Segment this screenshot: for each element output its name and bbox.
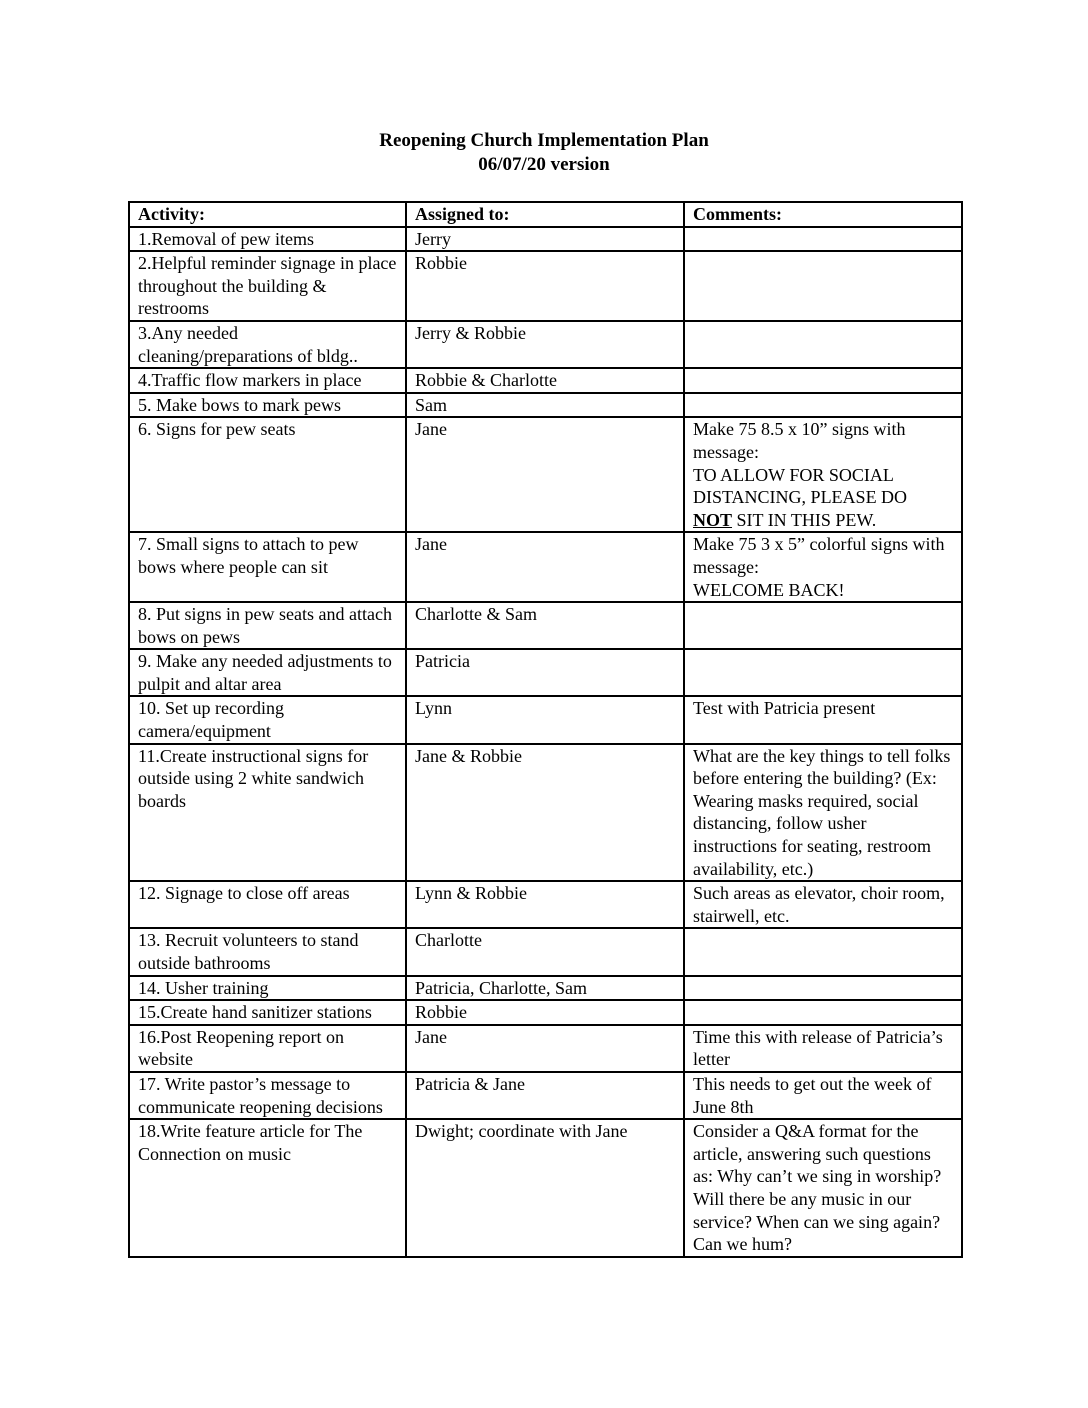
comments-cell <box>684 649 962 696</box>
assigned-cell: Charlotte & Sam <box>406 602 684 649</box>
activity-cell: 3.Any needed cleaning/preparations of bldg.. <box>129 321 406 368</box>
comments-cell <box>684 928 962 975</box>
assigned-cell: Patricia, Charlotte, Sam <box>406 976 684 1001</box>
assigned-cell: Robbie <box>406 1000 684 1025</box>
table-row <box>129 1119 962 1257</box>
comment-text: Make 75 3 x 5” colorful signs with message: <box>693 534 945 577</box>
document-title: Reopening Church Implementation Plan <box>379 130 709 151</box>
implementation-plan-table <box>128 201 963 1258</box>
activity-cell: 8. Put signs in pew seats and attach bows on pews <box>129 602 406 649</box>
sign-message: TO ALLOW FOR SOCIAL DISTANCING, PLEASE DO <box>693 464 908 508</box>
assigned-cell: Patricia <box>406 649 684 696</box>
activity-cell: 4.Traffic flow markers in place <box>129 368 406 393</box>
activity-cell: 14. Usher training <box>129 976 406 1001</box>
comments-cell: Such areas as elevator, choir room, stairwell, etc. <box>684 881 962 928</box>
comments-cell <box>684 417 962 532</box>
comments-cell: This needs to get out the week of June 8th <box>684 1072 962 1119</box>
table-header-row <box>129 202 962 227</box>
assigned-cell: Jane <box>406 532 684 602</box>
activity-cell: 9. Make any needed adjustments to pulpit and altar area <box>129 649 406 696</box>
assigned-cell: Patricia & Jane <box>406 1072 684 1119</box>
emphasis-text: NOT <box>693 509 733 530</box>
sign-message: WELCOME BACK! <box>693 579 845 600</box>
header-assigned-to: Assigned to: <box>406 202 684 227</box>
table-row <box>129 602 962 649</box>
sign-message-end: SIT IN THIS PEW. <box>732 509 877 530</box>
assigned-cell: Sam <box>406 393 684 418</box>
assigned-cell: Jerry <box>406 227 684 252</box>
activity-cell: 16.Post Reopening report on website <box>129 1025 406 1072</box>
comments-cell <box>684 368 962 393</box>
table-row <box>129 1025 962 1072</box>
activity-cell: 1.Removal of pew items <box>129 227 406 252</box>
table-row <box>129 417 962 532</box>
table-row <box>129 532 962 602</box>
activity-cell: 15.Create hand sanitizer stations <box>129 1000 406 1025</box>
activity-cell: 18.Write feature article for The Connection on music <box>129 1119 406 1257</box>
document-header <box>0 129 1088 177</box>
comments-cell <box>684 393 962 418</box>
table-row <box>129 928 962 975</box>
table-row <box>129 368 962 393</box>
document-version: 06/07/20 version <box>478 154 610 175</box>
comments-cell: Consider a Q&A format for the article, answering such questions as: Why can’t we sing in worship? Will there be any music in our service? When can we sing again? Can we hum? <box>684 1119 962 1257</box>
assigned-cell: Jane & Robbie <box>406 744 684 882</box>
table-row <box>129 227 962 252</box>
sign-message-cont <box>693 509 953 532</box>
header-activity: Activity: <box>129 202 406 227</box>
comments-cell <box>684 976 962 1001</box>
comments-cell: Test with Patricia present <box>684 696 962 743</box>
assigned-cell: Robbie & Charlotte <box>406 368 684 393</box>
comments-cell <box>684 321 962 368</box>
table-row <box>129 393 962 418</box>
table-row <box>129 251 962 321</box>
assigned-cell: Jerry & Robbie <box>406 321 684 368</box>
assigned-cell: Charlotte <box>406 928 684 975</box>
table-row <box>129 881 962 928</box>
assigned-cell: Jane <box>406 1025 684 1072</box>
table-row <box>129 1000 962 1025</box>
assigned-cell: Jane <box>406 417 684 532</box>
comments-cell <box>684 251 962 321</box>
assigned-cell: Robbie <box>406 251 684 321</box>
comments-cell <box>684 602 962 649</box>
activity-cell: 5. Make bows to mark pews <box>129 393 406 418</box>
comments-cell: What are the key things to tell folks before entering the building? (Ex: Wearing masks required, social distancing, follow usher instructions for seating, restroom availability, etc.) <box>684 744 962 882</box>
activity-cell: 7. Small signs to attach to pew bows where people can sit <box>129 532 406 602</box>
activity-cell: 12. Signage to close off areas <box>129 881 406 928</box>
comments-cell: Time this with release of Patricia’s letter <box>684 1025 962 1072</box>
activity-cell: 10. Set up recording camera/equipment <box>129 696 406 743</box>
comments-cell <box>684 227 962 252</box>
assigned-cell: Dwight; coordinate with Jane <box>406 1119 684 1257</box>
table-row <box>129 976 962 1001</box>
table-row <box>129 649 962 696</box>
activity-cell: 2.Helpful reminder signage in place throughout the building & restrooms <box>129 251 406 321</box>
assigned-cell: Lynn & Robbie <box>406 881 684 928</box>
activity-cell: 6. Signs for pew seats <box>129 417 406 532</box>
table-row <box>129 321 962 368</box>
activity-cell: 17. Write pastor’s message to communicate reopening decisions <box>129 1072 406 1119</box>
header-comments: Comments: <box>684 202 962 227</box>
comments-cell <box>684 1000 962 1025</box>
table-row <box>129 1072 962 1119</box>
table-row <box>129 696 962 743</box>
table-row <box>129 744 962 882</box>
comments-cell <box>684 532 962 602</box>
activity-cell: 11.Create instructional signs for outside using 2 white sandwich boards <box>129 744 406 882</box>
activity-cell: 13. Recruit volunteers to stand outside bathrooms <box>129 928 406 975</box>
comment-text: Make 75 8.5 x 10” signs with message: <box>693 419 906 462</box>
assigned-cell: Lynn <box>406 696 684 743</box>
